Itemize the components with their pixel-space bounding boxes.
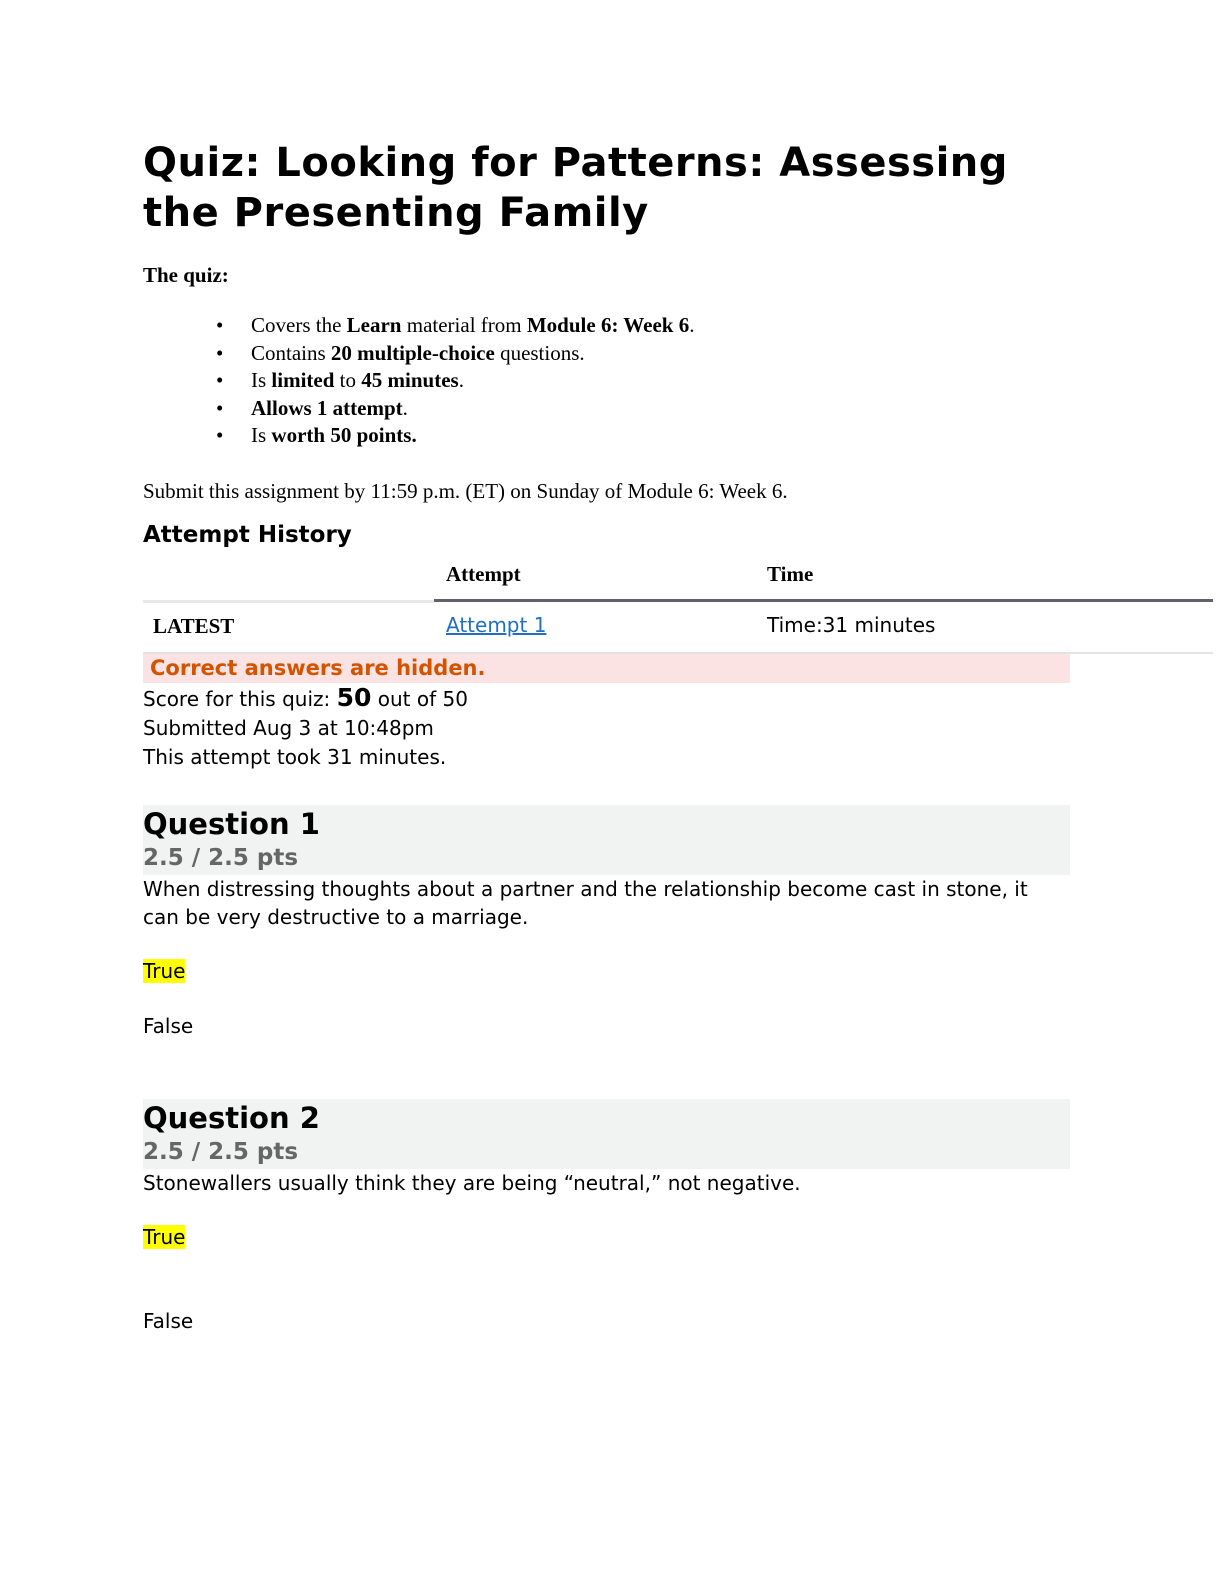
rule-item bbox=[251, 367, 1213, 395]
score-value: 50 bbox=[336, 682, 372, 712]
attempt-duration: This attempt took 31 minutes. bbox=[143, 744, 447, 769]
rule-text-bold: 45 minutes bbox=[361, 368, 459, 392]
rule-text: to bbox=[334, 368, 362, 392]
table-row bbox=[143, 602, 1213, 654]
question-text: When distressing thoughts about a partner and the relationship become cast in stone, it can be very destructive to a marriage. bbox=[143, 876, 1028, 929]
column-header-time: Time bbox=[767, 561, 814, 586]
column-header-attempt: Attempt bbox=[446, 561, 521, 586]
rule-text: . bbox=[458, 368, 464, 392]
quiz-page bbox=[143, 138, 1213, 1334]
answer-option-true[interactable] bbox=[143, 1224, 1213, 1250]
answer-label: True bbox=[143, 958, 186, 983]
score-summary bbox=[143, 683, 1213, 772]
attempt-1-link[interactable]: Attempt 1 bbox=[446, 612, 547, 637]
rule-item bbox=[251, 422, 1213, 450]
attempt-history-table bbox=[143, 562, 1213, 654]
rule-text-bold: limited bbox=[271, 368, 335, 392]
question-points: 2.5 / 2.5 pts bbox=[143, 1138, 299, 1165]
score-line bbox=[143, 683, 1213, 714]
submit-deadline-note: Submit this assignment by 11:59 p.m. (ET) on Sunday of Module 6: Week 6. bbox=[143, 478, 788, 503]
question-text: Stonewallers usually think they are being “neutral,” not negative. bbox=[143, 1170, 801, 1195]
question-header bbox=[143, 805, 1070, 875]
latest-label: LATEST bbox=[153, 613, 235, 638]
answer-label: False bbox=[143, 1308, 194, 1333]
intro-label: The quiz: bbox=[143, 263, 229, 287]
rule-text: Covers the bbox=[251, 313, 347, 337]
question-title: Question 2 bbox=[143, 1100, 320, 1135]
question-1 bbox=[143, 805, 1213, 1039]
attempt-time: Time:31 minutes bbox=[767, 612, 936, 637]
submitted-time: Submitted Aug 3 at 10:48pm bbox=[143, 715, 434, 740]
answer-option-true[interactable] bbox=[143, 958, 1213, 984]
answer-label: True bbox=[143, 1224, 186, 1249]
rule-item bbox=[251, 340, 1213, 368]
attempt-history-heading: Attempt History bbox=[143, 521, 352, 548]
score-suffix: out of 50 bbox=[371, 686, 468, 711]
question-points: 2.5 / 2.5 pts bbox=[143, 844, 299, 871]
page-title: Quiz: Looking for Patterns: Assessing the Presenting Family bbox=[143, 140, 1008, 236]
rule-text-bold: 20 multiple-choice bbox=[330, 340, 495, 365]
score-prefix: Score for this quiz: bbox=[143, 686, 337, 711]
question-2 bbox=[143, 1099, 1213, 1334]
correct-answers-hidden-banner: Correct answers are hidden. bbox=[143, 654, 1070, 683]
quiz-rules-list bbox=[143, 312, 1213, 450]
rule-text: Is bbox=[251, 423, 272, 447]
table-header-row bbox=[143, 562, 1213, 602]
rule-text: . bbox=[402, 395, 408, 420]
rule-text: . bbox=[689, 313, 695, 337]
rule-text-bold: Learn bbox=[346, 313, 402, 337]
rule-text-bold: worth 50 points. bbox=[271, 423, 417, 447]
rule-item bbox=[251, 395, 1213, 423]
answer-label: False bbox=[143, 1013, 194, 1038]
answer-option-false[interactable] bbox=[143, 1013, 1213, 1039]
rule-item bbox=[251, 312, 1213, 340]
rule-text: Contains bbox=[251, 340, 331, 365]
question-title: Question 1 bbox=[143, 806, 320, 841]
rule-text-bold: Module 6: Week 6 bbox=[526, 313, 690, 337]
rule-text-bold: Allows 1 attempt bbox=[251, 395, 403, 420]
answer-option-false[interactable] bbox=[143, 1308, 1213, 1334]
rule-text: Is bbox=[251, 368, 272, 392]
rule-text: material from bbox=[401, 313, 527, 337]
question-header bbox=[143, 1099, 1070, 1169]
rule-text: questions. bbox=[494, 340, 585, 365]
